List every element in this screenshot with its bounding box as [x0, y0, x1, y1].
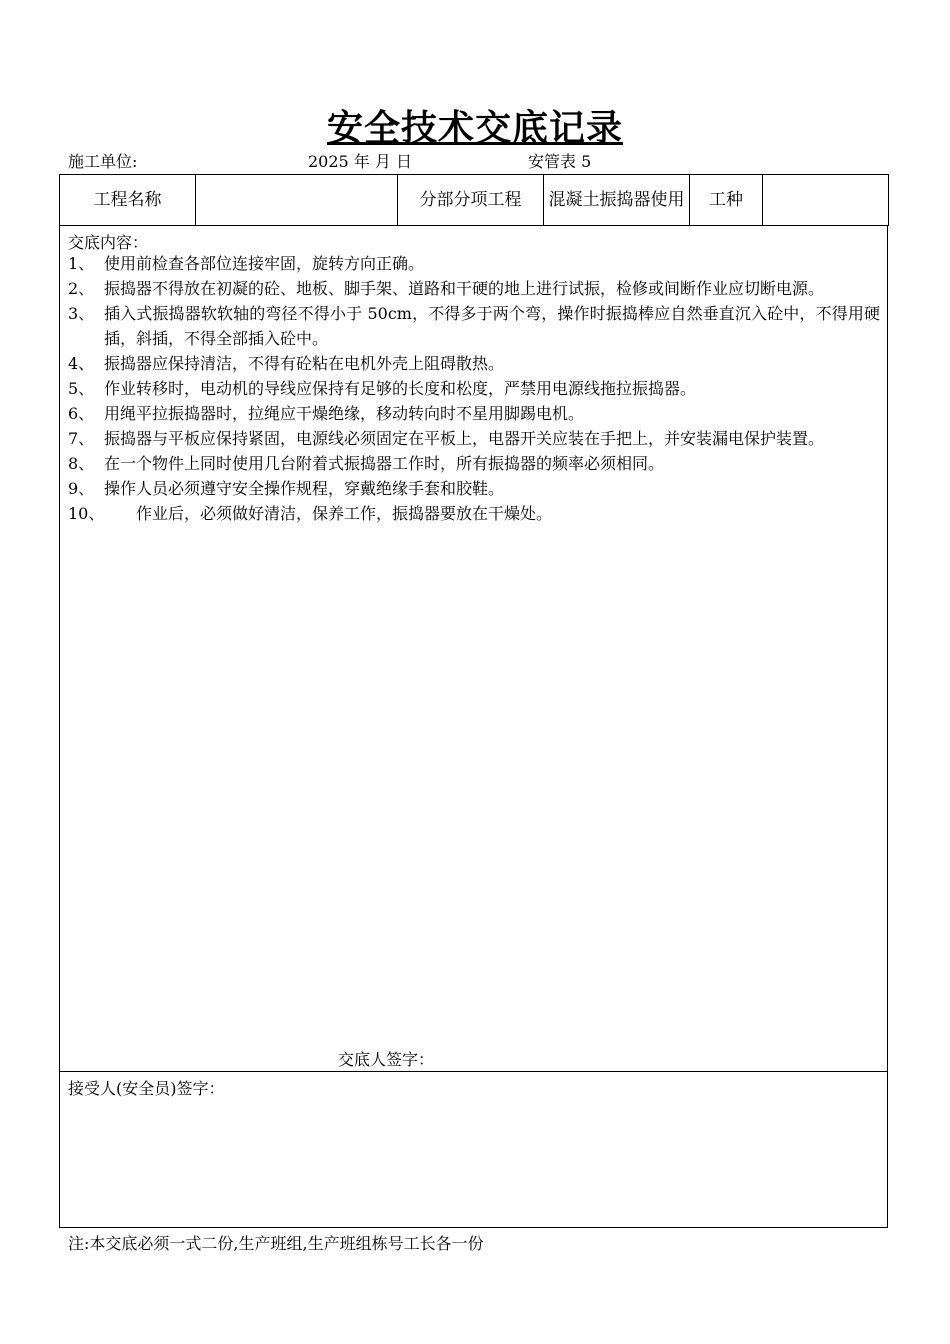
item-number: 6、 — [68, 404, 95, 423]
receiver-signature-label[interactable]: 接受人(安全员)签字： — [68, 1079, 225, 1098]
list-item — [68, 351, 880, 376]
item-number: 7、 — [68, 429, 95, 448]
footer-note: 注:本交底必须一式二份,生产班组,生产班组栋号工长各一份 — [68, 1234, 484, 1253]
item-text: 作业后，必须做好清洁，保养工作，振捣器要放在干燥处。 — [136, 504, 553, 523]
subproject-value: 混凝土振捣器使用 — [544, 175, 690, 226]
item-number: 1、 — [68, 254, 95, 273]
item-number: 9、 — [68, 479, 95, 498]
project-name-value[interactable] — [196, 175, 398, 226]
list-item — [68, 376, 880, 401]
list-item — [68, 426, 880, 451]
item-text: 使用前检查各部位连接牢固，旋转方向正确。 — [104, 254, 425, 273]
item-text: 操作人员必须遵守安全操作规程，穿戴绝缘手套和胶鞋。 — [104, 479, 505, 498]
item-number: 2、 — [68, 279, 95, 298]
item-text: 振捣器应保持清洁，不得有砼粘在电机外壳上阻碍散热。 — [104, 354, 505, 373]
item-number: 5、 — [68, 379, 95, 398]
header-row — [60, 175, 889, 226]
item-text: 插入式振捣器软软轴的弯径不得小于 50cm，不得多于两个弯，操作时振捣棒应自然垂直沉入砼中，不得用硬插，斜插，不得全部插入砼中。 — [104, 304, 880, 348]
disclosure-items-list — [68, 251, 880, 526]
construction-unit-label: 施工单位: — [68, 152, 138, 171]
discloser-signature-label[interactable]: 交底人签字： — [338, 1050, 435, 1069]
trade-value[interactable] — [763, 175, 889, 226]
form-number: 安管表 5 — [528, 152, 592, 171]
list-item — [68, 401, 880, 426]
document-title: 安全技术交底记录 — [326, 107, 623, 149]
item-text: 用绳平拉振捣器时，拉绳应干燥绝缘，移动转向时不星用脚踢电机。 — [104, 404, 585, 423]
list-item — [68, 276, 880, 301]
item-number: 10、 — [68, 504, 105, 523]
item-number: 8、 — [68, 454, 95, 473]
header-table — [59, 174, 889, 226]
subproject-label: 分部分项工程 — [398, 175, 544, 226]
trade-label: 工种 — [690, 175, 763, 226]
list-item — [68, 451, 880, 476]
disclosure-content-section — [59, 225, 888, 1072]
receiver-section — [59, 1071, 888, 1228]
item-number: 3、 — [68, 304, 95, 323]
item-text: 在一个物件上同时使用几台附着式振捣器工作时，所有振捣器的频率必须相同。 — [104, 454, 665, 473]
item-text: 作业转移时，电动机的导线应保持有足够的长度和松度，严禁用电源线拖拉振捣器。 — [104, 379, 697, 398]
list-item — [68, 251, 880, 276]
content-label: 交底内容： — [68, 233, 149, 252]
item-number: 4、 — [68, 354, 95, 373]
item-text: 振捣器与平板应保持紧固，电源线必须固定在平板上，电器开关应装在手把上，并安装漏电保护装置。 — [104, 429, 825, 448]
list-item — [68, 301, 880, 351]
list-item — [68, 501, 880, 526]
item-text: 振捣器不得放在初凝的砼、地板、脚手架、道路和干硬的地上进行试振，检修或间断作业应切断电源。 — [104, 279, 825, 298]
project-name-label: 工程名称 — [60, 175, 196, 226]
date-field: 2025 年 月 日 — [308, 152, 412, 171]
list-item — [68, 476, 880, 501]
